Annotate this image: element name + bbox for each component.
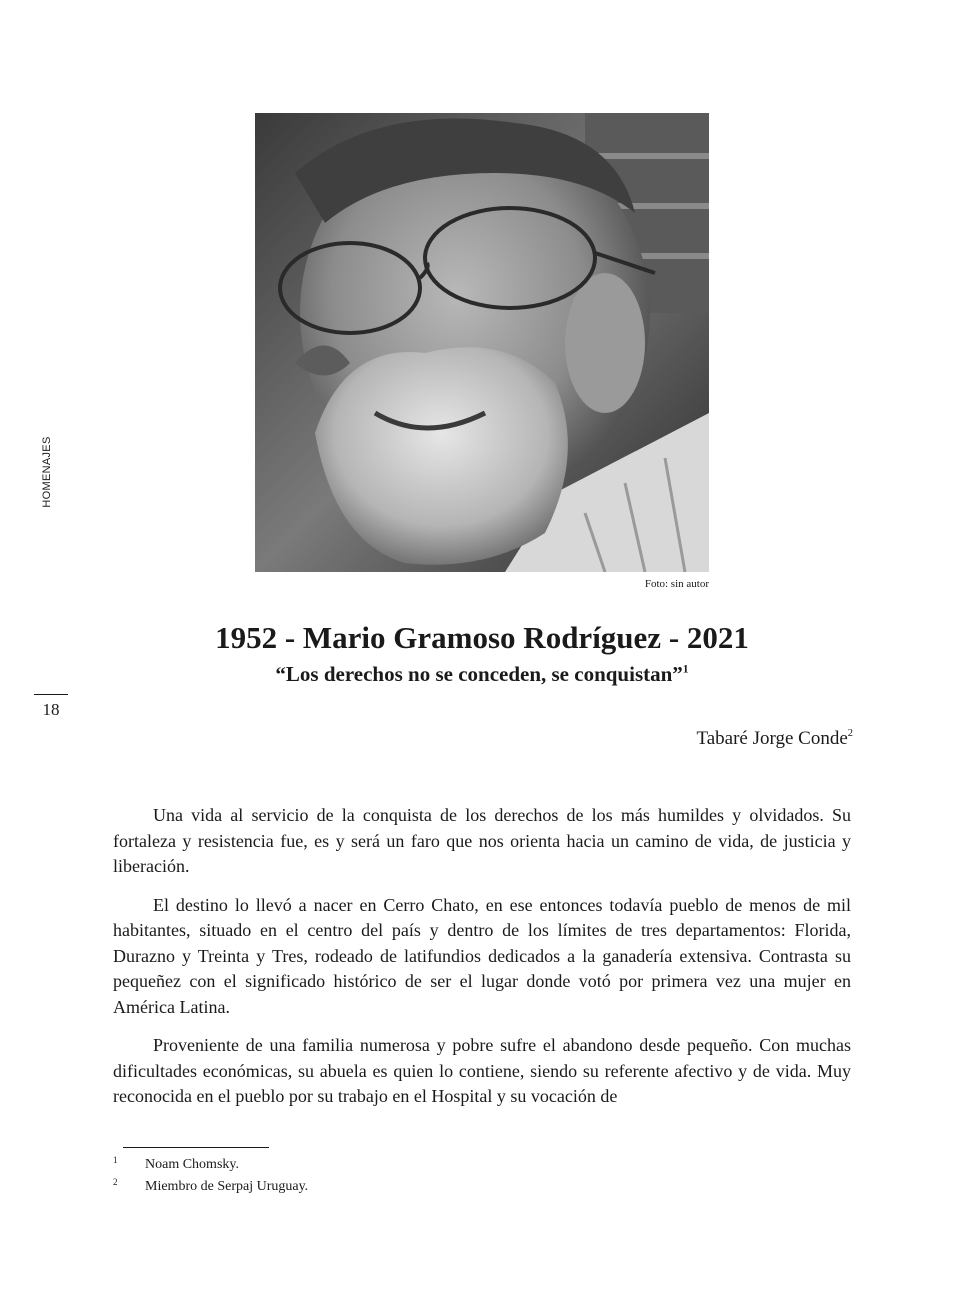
footnote-number: 2 bbox=[113, 1177, 118, 1187]
section-label: HOMENAJES bbox=[41, 436, 53, 508]
subtitle-text: “Los derechos no se conceden, se conquistan” bbox=[275, 662, 683, 686]
footnotes bbox=[113, 1154, 308, 1198]
footnote bbox=[113, 1176, 308, 1198]
paragraph: El destino lo llevó a nacer en Cerro Chato, en ese entonces todavía pueblo de menos de mil habitantes, situado en el centro del país y dentro de los límites de tres departamentos: Florida, Durazno y Treinta y Tres, rodeado de latifundios dedicados a la ganadería extensiva. Contrasta su pequeñez con el significado histórico de ser el lugar donde votó por primera vez una mujer en América Latina. bbox=[113, 894, 851, 1017]
page-number: 18 bbox=[42, 700, 60, 719]
photo-credit: Foto: sin autor bbox=[644, 578, 709, 590]
article-subtitle bbox=[110, 660, 854, 688]
author-byline bbox=[696, 726, 853, 752]
footnote-ref-1[interactable]: 1 bbox=[682, 663, 689, 676]
portrait-illustration bbox=[255, 113, 709, 572]
footnote-ref-2[interactable]: 2 bbox=[847, 728, 853, 740]
paragraph: Proveniente de una familia numerosa y pobre sufre el abandono desde pequeño. Con muchas dificultades económicas, su abuela es quien lo contiene, siendo su referente afectivo y de vida. Muy reconocida en el pueblo por su trabajo en el Hospital y su vocación de bbox=[113, 1035, 851, 1106]
portrait-photo bbox=[255, 113, 709, 572]
article-title: 1952 - Mario Gramoso Rodríguez - 2021 bbox=[215, 620, 749, 655]
footnote-text: Miembro de Serpaj Uruguay. bbox=[145, 1179, 309, 1194]
footnote-separator bbox=[123, 1147, 269, 1148]
footnote-number: 1 bbox=[113, 1155, 118, 1165]
paragraph: Una vida al servicio de la conquista de los derechos de los más humildes y olvidados. Su fortaleza y resistencia fue, es y será un faro que nos orienta hacia un camino de vida, de justicia y liberación. bbox=[113, 805, 851, 876]
page-number-rule bbox=[34, 694, 68, 695]
author-name: Tabaré Jorge Conde bbox=[696, 728, 848, 749]
article-body bbox=[113, 803, 851, 1123]
footnote-text: Noam Chomsky. bbox=[145, 1157, 239, 1172]
